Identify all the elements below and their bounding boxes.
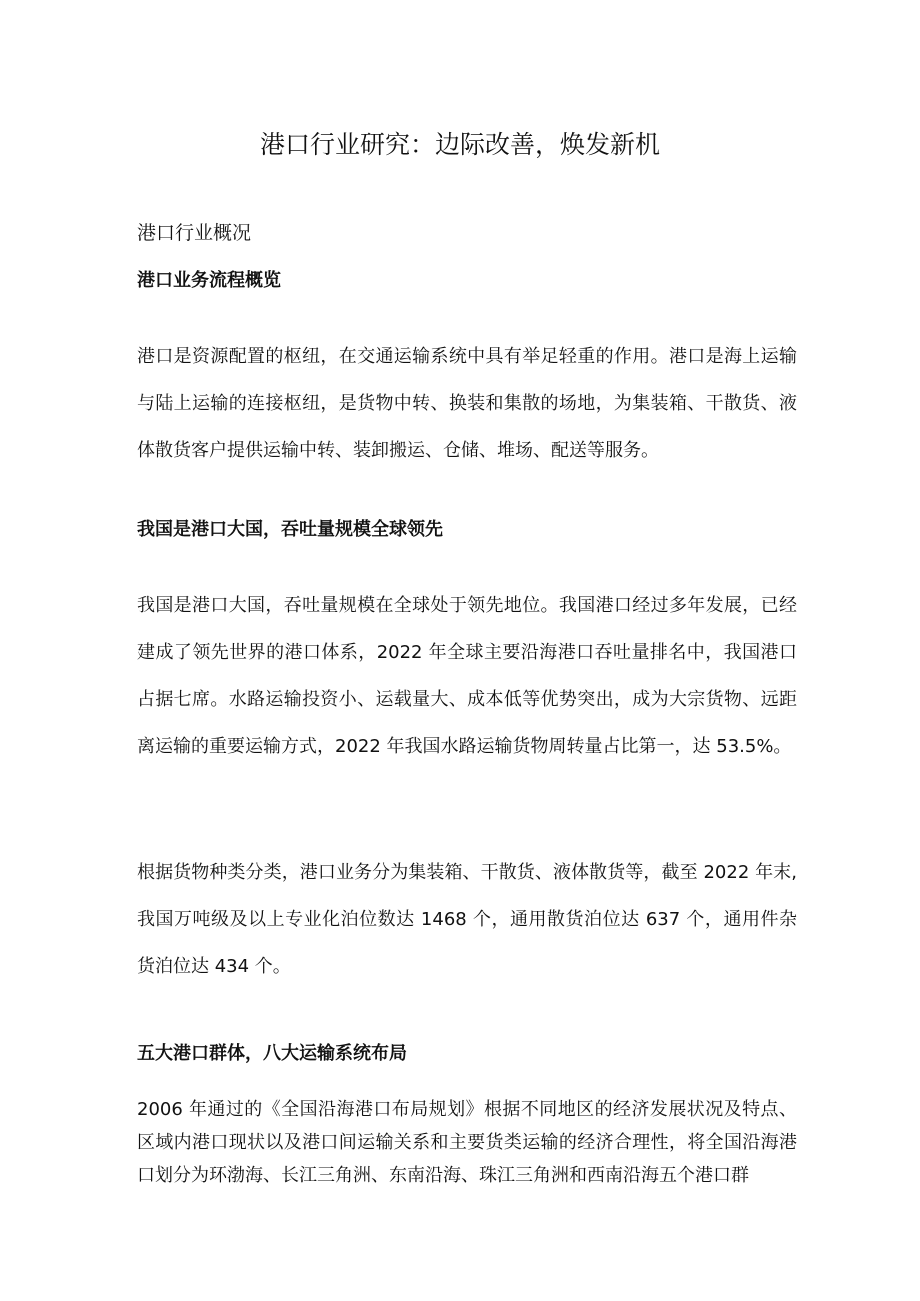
document-title: 港口行业研究：边际改善，焕发新机	[259, 130, 660, 159]
paragraph-port-throughput: 我国是港口大国，吞吐量规模在全球处于领先地位。我国港口经过多年发展，已经建成了领先世界的港口体系，2022 年全球主要沿海港口吞吐量排名中，我国港口占据七席。水路运输投资小、运载量大、成本低等优势突出，成为大宗货物、远距离运输的重要运输方式，2022 年我国水路运输货物周转量占比第一，达 53.5%。	[137, 595, 797, 757]
heading-port-scale-leading: 我国是港口大国，吞吐量规模全球领先	[137, 519, 443, 540]
paragraph-berth-categories: 根据货物种类分类，港口业务分为集装箱、干散货、液体散货等，截至 2022 年末,我国万吨级及以上专业化泊位数达 1468 个，通用散货泊位达 637 个，通用件杂货泊位达 434 个。	[137, 862, 797, 977]
heading-port-process-overview: 港口业务流程概览	[137, 270, 281, 291]
heading-five-port-groups: 五大港口群体，八大运输系统布局	[137, 1043, 407, 1064]
section-label: 港口行业概况	[137, 222, 252, 244]
paragraph-port-hub: 港口是资源配置的枢纽，在交通运输系统中具有举足轻重的作用。港口是海上运输与陆上运输的连接枢纽，是货物中转、换装和集散的场地，为集装箱、干散货、液体散货客户提供运输中转、装卸搬运、仓储、堆场、配送等服务。	[137, 346, 797, 461]
paragraph-port-layout-plan: 2006 年通过的《全国沿海港口布局规划》根据不同地区的经济发展状况及特点、区域内港口现状以及港口间运输关系和主要货类运输的经济合理性，将全国沿海港口划分为环渤海、长江三角洲、东南沿海、珠江三角洲和西南沿海五个港口群	[137, 1099, 797, 1186]
